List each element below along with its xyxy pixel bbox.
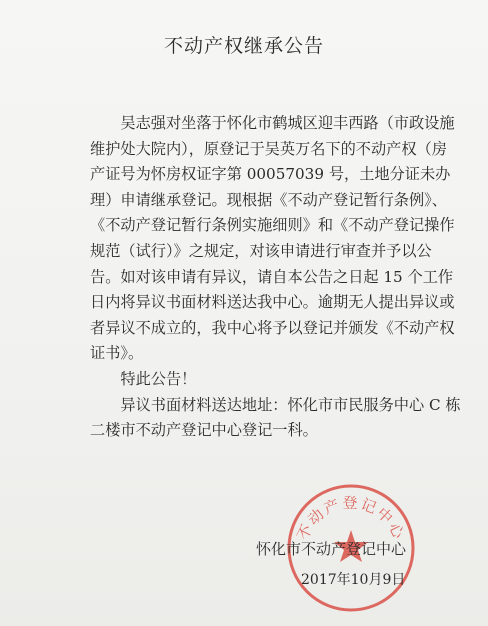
issue-date: 2017年10月9日 (301, 572, 406, 588)
main-paragraph: 吴志强对坐落于怀化市鹤城区迎丰西路（市政设施维护处大院内），原登记于吴英万名下的不动产权（房产证号为怀房权证字第 00057039 号，土地分证未办理）申请继承登记。现根据《不动产登记暂行条例》、《不动产登记暂行条例实施细则》和《不动产登记操作规范（试行）》之规定，对该申请进行审查并予以公告。如对该申请有异议，请自本公告之日起 15 个工作日内将异议书面材料送达我中心。逾期无人提出异议或者异议不成立的，我中心将予以登记并颁发《不动产权证书》。 (90, 114, 455, 363)
closing-paragraph: 特此公告！ (120, 369, 197, 388)
seal-text: 不动产登记中心 (293, 494, 409, 544)
notice-body (90, 111, 462, 444)
address-paragraph: 异议书面材料送达地址：怀化市市民服务中心 C 栋二楼市不动产登记中心登记一科。 (90, 395, 461, 440)
issuer-signature: 怀化市不动产登记中心 (256, 540, 407, 558)
page-title: 不动产权继承公告 (163, 35, 324, 57)
